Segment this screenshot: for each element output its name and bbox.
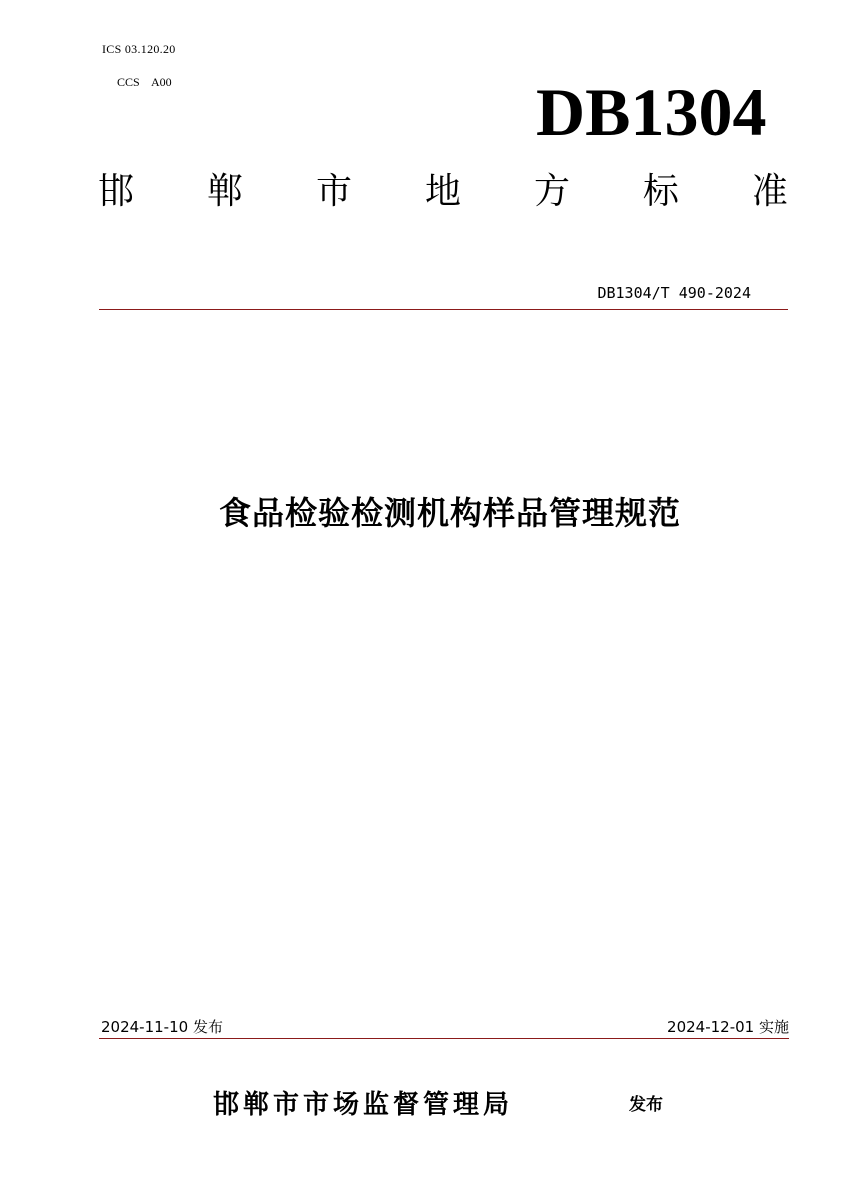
standard-name-char: 标: [642, 171, 679, 212]
standard-name-char: 方: [533, 171, 570, 212]
standard-name-char: 准: [751, 171, 788, 212]
ccs-code: CCS A00: [117, 75, 172, 89]
standard-name-char: 地: [424, 171, 461, 212]
issue-date: 2024-11-10 发布: [101, 1018, 223, 1036]
standard-category-name: [98, 170, 788, 214]
publish-label: 发布: [629, 1095, 663, 1115]
ics-code: ICS 03.120.20: [102, 42, 176, 56]
footer-divider: [99, 1038, 789, 1039]
issuing-authority: 邯郸市市场监督管理局: [213, 1090, 514, 1120]
header-divider: [99, 309, 788, 310]
document-title: 食品检验检测机构样品管理规范: [218, 494, 681, 532]
standard-name-char: 邯: [98, 171, 135, 212]
document-number: DB1304/T 490-2024: [597, 284, 751, 302]
db-code: DB1304: [536, 74, 767, 150]
standard-name-char: 市: [315, 171, 352, 212]
standard-name-char: 郸: [206, 171, 243, 212]
implementation-date: 2024-12-01 实施: [667, 1018, 789, 1036]
